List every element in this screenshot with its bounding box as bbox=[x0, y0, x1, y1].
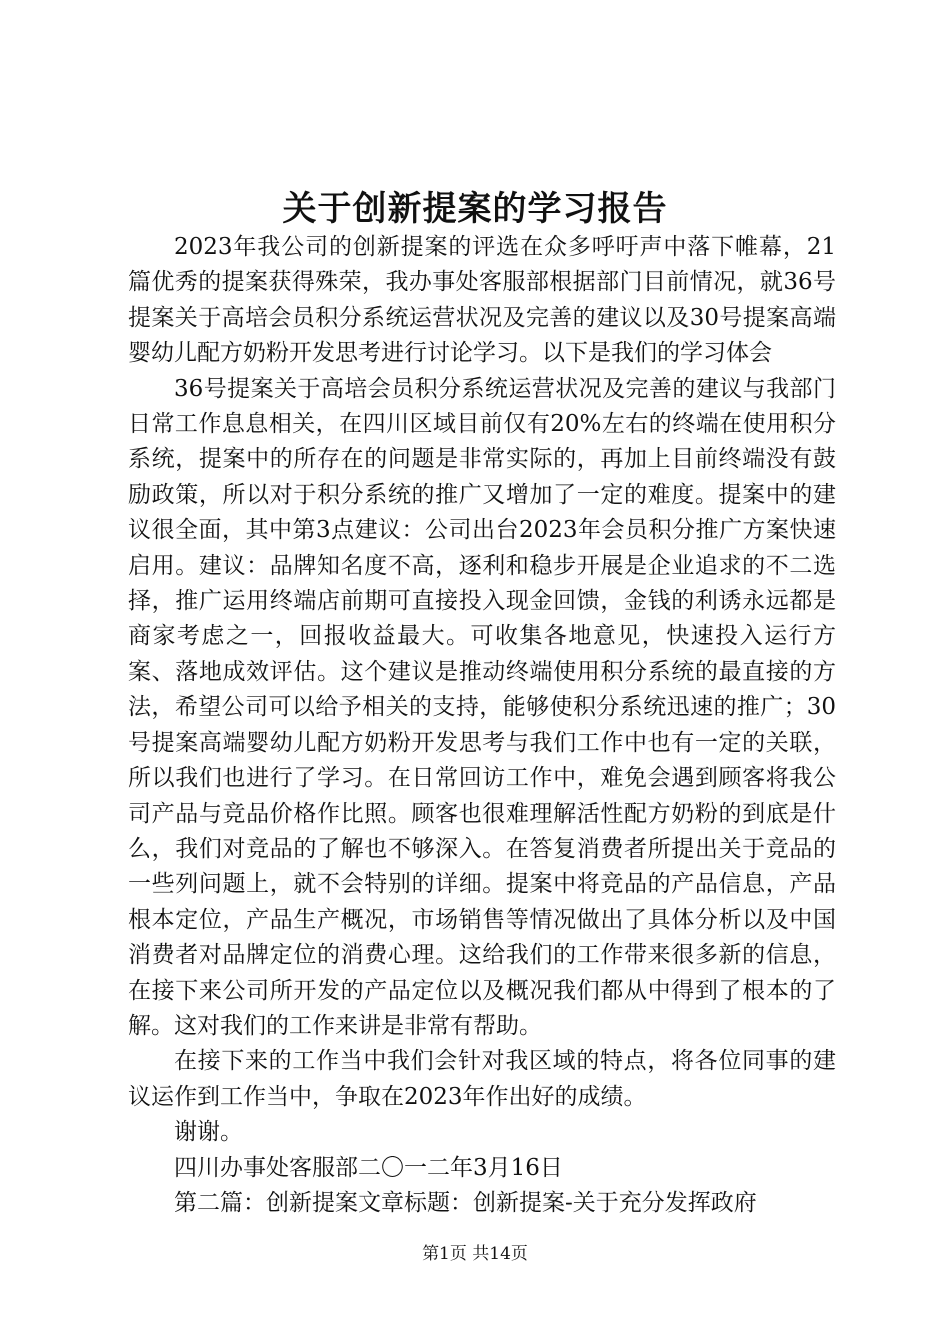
document-title: 关于创新提案的学习报告 bbox=[282, 189, 668, 229]
paragraph-conclusion: 在接下来的工作当中我们会针对我区域的特点，将各位同事的建议运作到工作当中，争取在2023年作出好的成绩。 bbox=[128, 1048, 836, 1110]
next-section-heading: 第二篇：创新提案文章标题：创新提案-关于充分发挥政府 bbox=[174, 1189, 757, 1216]
page-footer: 第1页 共14页 bbox=[422, 1244, 528, 1264]
paragraph-intro: 2023年我公司的创新提案的评选在众多呼吁声中落下帷幕，21篇优秀的提案获得殊荣，我办事处客服部根据部门目前情况，就36号提案关于高培会员积分系统运营状况及完善的建议以及30号提案高端婴幼儿配方奶粉开发思考进行讨论学习。以下是我们的学习体会 bbox=[128, 234, 836, 367]
thanks-line: 谢谢。 bbox=[174, 1119, 243, 1146]
paragraph-proposal-discussion: 36号提案关于高培会员积分系统运营状况及完善的建议与我部门日常工作息息相关，在四川区域目前仅有20%左右的终端在使用积分系统，提案中的所存在的问题是非常实际的，再加上目前终端没有鼓励政策，所以对于积分系统的推广又增加了一定的难度。提案中的建议很全面，其中第3点建议：公司出台2023年会员积分推广方案快速启用。建议：品牌知名度不高，逐利和稳步开展是企业追求的不二选择，推广运用终端店前期可直接投入现金回馈，金钱的利诱永远都是商家考虑之一，回报收益最大。可收集各地意见，快速投入运行方案、落地成效评估。这个建议是推动终端使用积分系统的最直接的方法，希望公司可以给予相关的支持，能够使积分系统迅速的推广；30号提案高端婴幼儿配方奶粉开发思考与我们工作中也有一定的关联，所以我们也进行了学习。在日常回访工作中，难免会遇到顾客将我公司产品与竞品价格作比照。顾客也很难理解活性配方奶粉的到底是什么，我们对竞品的了解也不够深入。在答复消费者所提出关于竞品的一些列问题上，就不会特别的详细。提案中将竞品的产品信息，产品根本定位，产品生产概况，市场销售等情况做出了具体分析以及中国消费者对品牌定位的消费心理。这给我们的工作带来很多新的信息，在接下来公司所开发的产品定位以及概况我们都从中得到了根本的了解。这对我们的工作来讲是非常有帮助。 bbox=[128, 375, 836, 1039]
document-body bbox=[128, 230, 836, 1221]
signature-line: 四川办事处客服部二〇一二年3月16日 bbox=[174, 1154, 563, 1181]
